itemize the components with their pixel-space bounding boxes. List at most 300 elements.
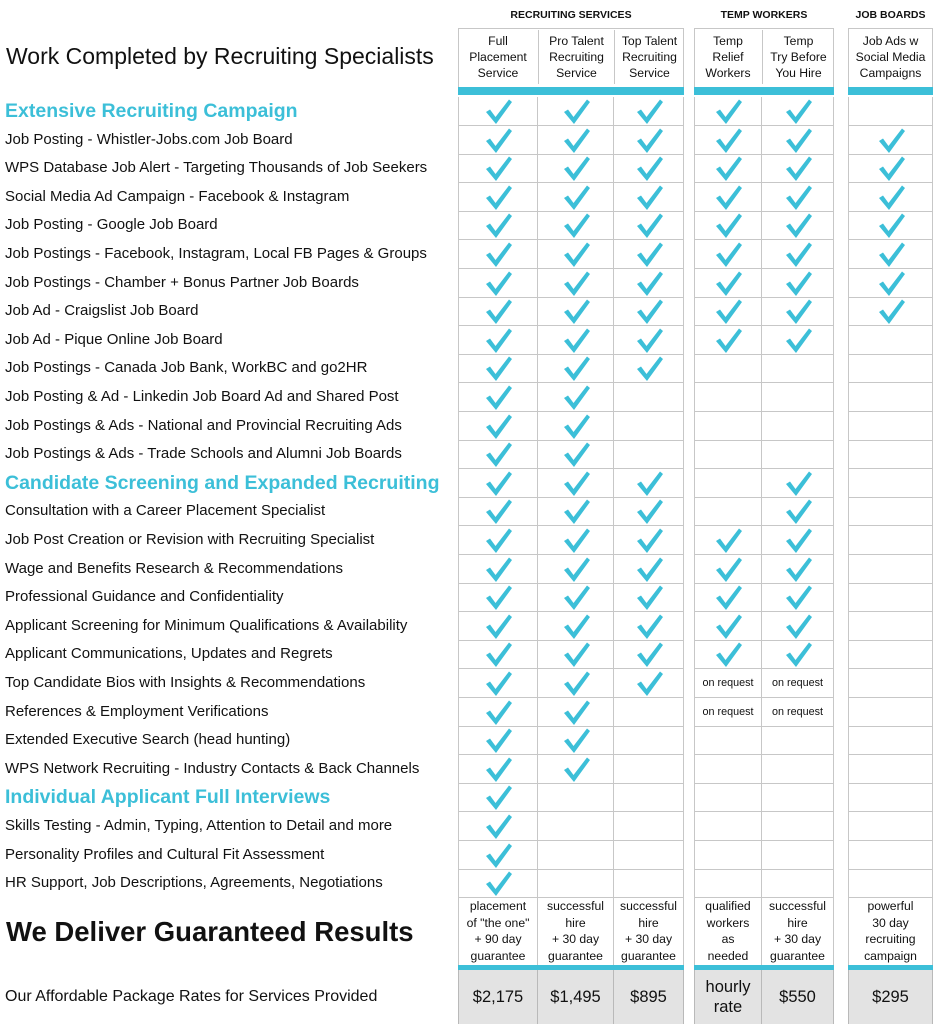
feature-label: WPS Network Recruiting - Industry Contacts & Back Channels <box>5 759 420 777</box>
section-heading: Candidate Screening and Expanded Recruiting <box>5 471 440 494</box>
price-value: $295 <box>872 988 909 1006</box>
check-icon <box>483 440 513 468</box>
check-icon <box>483 726 513 754</box>
feature-cell <box>848 240 933 269</box>
feature-cell <box>848 812 933 841</box>
check-icon <box>561 412 591 440</box>
check-icon <box>876 297 906 325</box>
check-icon <box>483 526 513 554</box>
result-text: successful hire + 30 day guarantee <box>547 899 604 963</box>
check-icon <box>561 211 591 239</box>
feature-cell <box>458 297 538 326</box>
check-icon <box>876 269 906 297</box>
check-icon <box>561 583 591 611</box>
feature-cell <box>614 612 684 641</box>
feature-cell <box>458 154 538 183</box>
feature-cell <box>694 526 762 555</box>
feature-cell <box>694 183 762 212</box>
feature-cell <box>458 240 538 269</box>
feature-cell <box>694 297 762 326</box>
check-icon <box>783 297 813 325</box>
feature-cell <box>538 841 614 870</box>
feature-label: Applicant Screening for Minimum Qualifications & Availability <box>5 616 408 634</box>
check-icon <box>783 526 813 554</box>
feature-cell <box>458 755 538 784</box>
feature-cell <box>538 555 614 584</box>
feature-cell <box>848 841 933 870</box>
check-icon <box>561 497 591 525</box>
result-cell <box>458 897 538 965</box>
feature-cell <box>762 412 834 441</box>
feature-cell <box>762 583 834 612</box>
check-icon <box>561 555 591 583</box>
feature-cell <box>848 297 933 326</box>
check-icon <box>876 183 906 211</box>
check-icon <box>634 354 664 382</box>
feature-cell <box>458 354 538 383</box>
feature-label: Skills Testing - Admin, Typing, Attention to Detail and more <box>5 817 393 834</box>
column-header-label: Temp Relief Workers <box>705 34 751 80</box>
feature-cell <box>538 612 614 641</box>
check-icon <box>634 326 664 354</box>
feature-cell <box>538 497 614 526</box>
check-icon <box>561 726 591 754</box>
feature-cell <box>538 126 614 155</box>
feature-cell <box>694 240 762 269</box>
feature-cell <box>848 783 933 812</box>
check-icon <box>561 297 591 325</box>
check-icon <box>634 211 664 239</box>
feature-cell <box>762 440 834 469</box>
feature-cell <box>762 755 834 784</box>
column-header <box>848 30 933 84</box>
price-value: $1,495 <box>550 988 601 1006</box>
feature-cell <box>762 354 834 383</box>
feature-cell <box>762 240 834 269</box>
feature-cell <box>458 698 538 727</box>
feature-cell <box>458 583 538 612</box>
check-icon <box>783 497 813 525</box>
feature-cell <box>458 326 538 355</box>
check-icon <box>483 97 513 125</box>
feature-label: Job Postings - Facebook, Instagram, Local FB Pages & Groups <box>5 245 427 262</box>
check-icon <box>713 240 743 268</box>
price-cell <box>614 970 684 1024</box>
check-icon <box>483 497 513 525</box>
check-icon <box>713 326 743 354</box>
check-icon <box>783 269 813 297</box>
price-value: $2,175 <box>472 988 524 1006</box>
feature-cell <box>694 211 762 240</box>
feature-cell <box>762 783 834 812</box>
check-icon <box>876 211 906 239</box>
feature-cell <box>762 640 834 669</box>
feature-cell <box>762 526 834 555</box>
check-icon <box>483 612 513 640</box>
feature-label: Job Postings & Ads - National and Provincial Recruiting Ads <box>5 416 402 434</box>
feature-label: Job Postings - Chamber + Bonus Partner Job Boards <box>5 273 359 291</box>
feature-cell <box>614 269 684 298</box>
check-icon <box>783 583 813 611</box>
check-icon <box>483 698 513 726</box>
feature-cell <box>614 154 684 183</box>
check-icon <box>783 240 813 268</box>
section-heading: Individual Applicant Full Interviews <box>5 786 331 809</box>
feature-cell <box>614 297 684 326</box>
check-icon <box>483 841 513 869</box>
feature-cell <box>538 297 614 326</box>
feature-cell <box>762 183 834 212</box>
feature-cell <box>458 183 538 212</box>
column-group-label: JOB BOARDS <box>855 9 926 21</box>
feature-cell <box>694 783 762 812</box>
feature-cell <box>614 183 684 212</box>
feature-cell <box>848 154 933 183</box>
check-icon <box>783 97 813 125</box>
check-icon <box>634 269 664 297</box>
result-text: qualified workers as needed <box>705 899 751 963</box>
result-text: powerful 30 day recruiting campaign <box>864 899 917 963</box>
column-header-label: Pro Talent Recruiting Service <box>549 34 604 80</box>
feature-cell <box>614 469 684 498</box>
check-icon <box>713 154 743 182</box>
feature-cell <box>458 440 538 469</box>
check-icon <box>634 583 664 611</box>
feature-cell <box>614 240 684 269</box>
check-icon <box>483 869 513 897</box>
check-icon <box>634 183 664 211</box>
result-cell <box>762 897 834 965</box>
column-header <box>458 30 538 84</box>
feature-cell <box>694 555 762 584</box>
feature-cell <box>614 440 684 469</box>
feature-cell <box>614 869 684 898</box>
feature-cell <box>694 412 762 441</box>
feature-label: Job Postings & Ads - Trade Schools and Alumni Job Boards <box>5 445 402 463</box>
feature-cell <box>458 726 538 755</box>
check-icon <box>483 183 513 211</box>
feature-label: Job Ad - Craigslist Job Board <box>5 302 199 320</box>
feature-cell <box>538 526 614 555</box>
check-icon <box>483 354 513 382</box>
price-cell <box>694 970 762 1024</box>
feature-cell <box>694 841 762 870</box>
check-icon <box>713 555 743 583</box>
feature-cell <box>614 555 684 584</box>
result-cell <box>538 897 614 965</box>
price-value: $550 <box>779 988 816 1006</box>
column-header-label: Top Talent Recruiting Service <box>621 34 678 80</box>
check-icon <box>634 526 664 554</box>
feature-cell <box>538 440 614 469</box>
feature-cell <box>614 412 684 441</box>
feature-cell <box>762 297 834 326</box>
check-icon <box>561 354 591 382</box>
feature-cell <box>458 211 538 240</box>
check-icon <box>876 154 906 182</box>
column-group-label: TEMP WORKERS <box>720 9 808 21</box>
feature-cell <box>458 612 538 641</box>
feature-label: Job Posting - Whistler-Jobs.com Job Board <box>5 130 293 148</box>
feature-cell <box>694 669 762 698</box>
feature-cell <box>848 126 933 155</box>
feature-cell <box>762 841 834 870</box>
column-header <box>694 30 762 84</box>
feature-cell <box>848 583 933 612</box>
check-icon <box>783 211 813 239</box>
feature-cell <box>762 469 834 498</box>
feature-cell <box>614 97 684 126</box>
check-icon <box>783 640 813 668</box>
check-icon <box>483 783 513 811</box>
on-request-note: on request <box>771 677 824 690</box>
check-icon <box>561 612 591 640</box>
feature-cell <box>614 383 684 412</box>
feature-cell <box>848 555 933 584</box>
feature-cell <box>762 97 834 126</box>
feature-cell <box>694 326 762 355</box>
header-accent-bar <box>458 87 684 95</box>
column-header-label: Temp Try Before You Hire <box>770 34 827 80</box>
check-icon <box>876 126 906 154</box>
feature-cell <box>762 269 834 298</box>
feature-cell <box>762 555 834 584</box>
feature-label: Job Posting - Google Job Board <box>5 216 218 234</box>
feature-cell <box>458 97 538 126</box>
feature-label: Applicant Communications, Updates and Regrets <box>5 645 333 663</box>
feature-cell <box>848 97 933 126</box>
feature-label: References & Employment Verifications <box>5 702 269 720</box>
check-icon <box>713 269 743 297</box>
feature-cell <box>458 783 538 812</box>
feature-cell <box>848 526 933 555</box>
feature-cell <box>538 583 614 612</box>
check-icon <box>483 412 513 440</box>
check-icon <box>713 126 743 154</box>
feature-cell <box>458 269 538 298</box>
feature-cell <box>614 354 684 383</box>
feature-cell <box>762 612 834 641</box>
feature-cell <box>614 126 684 155</box>
check-icon <box>634 240 664 268</box>
feature-cell <box>614 583 684 612</box>
feature-cell <box>694 640 762 669</box>
feature-cell <box>694 497 762 526</box>
feature-label: HR Support, Job Descriptions, Agreements, Negotiations <box>5 874 383 892</box>
feature-cell <box>538 269 614 298</box>
check-icon <box>713 211 743 239</box>
feature-cell <box>848 354 933 383</box>
feature-cell <box>458 669 538 698</box>
check-icon <box>783 154 813 182</box>
on-request-note: on request <box>702 677 754 690</box>
feature-cell <box>538 97 614 126</box>
feature-cell <box>538 211 614 240</box>
feature-cell <box>458 841 538 870</box>
feature-cell <box>848 440 933 469</box>
check-icon <box>561 698 591 726</box>
feature-cell <box>694 440 762 469</box>
check-icon <box>713 583 743 611</box>
on-request-note: on request <box>771 705 824 718</box>
feature-cell <box>614 497 684 526</box>
feature-cell <box>614 640 684 669</box>
feature-cell <box>694 812 762 841</box>
check-icon <box>561 526 591 554</box>
feature-cell <box>614 698 684 727</box>
check-icon <box>561 183 591 211</box>
feature-label: Personality Profiles and Cultural Fit Assessment <box>5 845 325 863</box>
feature-cell <box>538 469 614 498</box>
feature-cell <box>762 154 834 183</box>
page-title: Work Completed by Recruiting Specialists <box>6 43 434 69</box>
column-header <box>538 30 614 84</box>
result-text: successful hire + 30 day guarantee <box>769 899 826 963</box>
feature-cell <box>458 469 538 498</box>
feature-cell <box>614 526 684 555</box>
feature-cell <box>538 812 614 841</box>
feature-cell <box>848 412 933 441</box>
check-icon <box>783 183 813 211</box>
check-icon <box>783 469 813 497</box>
feature-cell <box>848 755 933 784</box>
feature-cell <box>458 869 538 898</box>
rates-label: Our Affordable Package Rates for Services Provided <box>5 988 378 1005</box>
price-value: hourly rate <box>705 978 751 1016</box>
on-request-note: on request <box>702 705 754 718</box>
feature-cell <box>538 698 614 727</box>
feature-cell <box>538 669 614 698</box>
check-icon <box>561 383 591 411</box>
feature-cell <box>614 812 684 841</box>
feature-cell <box>614 841 684 870</box>
check-icon <box>561 154 591 182</box>
feature-cell <box>694 269 762 298</box>
feature-cell <box>458 412 538 441</box>
feature-cell <box>458 640 538 669</box>
feature-cell <box>694 97 762 126</box>
column-header <box>614 30 684 84</box>
feature-cell <box>694 869 762 898</box>
feature-cell <box>614 326 684 355</box>
feature-cell <box>614 669 684 698</box>
check-icon <box>561 326 591 354</box>
check-icon <box>561 126 591 154</box>
feature-cell <box>848 669 933 698</box>
check-icon <box>483 669 513 697</box>
check-icon <box>713 526 743 554</box>
result-text: placement of "the one" + 90 day guarantee <box>466 899 530 963</box>
check-icon <box>634 154 664 182</box>
section-heading: Extensive Recruiting Campaign <box>5 100 298 122</box>
result-cell <box>694 897 762 965</box>
check-icon <box>561 640 591 668</box>
check-icon <box>634 126 664 154</box>
feature-cell <box>458 497 538 526</box>
price-cell <box>762 970 834 1024</box>
feature-cell <box>538 640 614 669</box>
result-text: successful hire + 30 day guarantee <box>620 899 677 963</box>
feature-cell <box>694 698 762 727</box>
check-icon <box>876 240 906 268</box>
feature-label: WPS Database Job Alert - Targeting Thousands of Job Seekers <box>5 159 428 177</box>
deliver-heading: We Deliver Guaranteed Results <box>6 916 414 947</box>
feature-cell <box>614 726 684 755</box>
feature-cell <box>848 869 933 898</box>
feature-label: Job Postings - Canada Job Bank, WorkBC and go2HR <box>5 359 368 377</box>
feature-cell <box>538 354 614 383</box>
feature-cell <box>848 469 933 498</box>
check-icon <box>783 555 813 583</box>
feature-cell <box>458 812 538 841</box>
feature-cell <box>762 211 834 240</box>
feature-cell <box>848 183 933 212</box>
check-icon <box>634 612 664 640</box>
check-icon <box>634 555 664 583</box>
feature-cell <box>762 126 834 155</box>
feature-cell <box>458 383 538 412</box>
feature-cell <box>694 726 762 755</box>
header-accent-bar <box>848 87 933 95</box>
column-group-label: RECRUITING SERVICES <box>510 9 632 21</box>
feature-cell <box>614 755 684 784</box>
feature-cell <box>538 183 614 212</box>
feature-label: Top Candidate Bios with Insights & Recommendations <box>5 674 366 691</box>
check-icon <box>713 183 743 211</box>
feature-cell <box>614 783 684 812</box>
check-icon <box>483 555 513 583</box>
check-icon <box>634 97 664 125</box>
feature-cell <box>538 240 614 269</box>
check-icon <box>561 440 591 468</box>
feature-cell <box>848 726 933 755</box>
column-header-label: Job Ads w Social Media Campaigns <box>855 34 926 80</box>
feature-cell <box>694 583 762 612</box>
feature-cell <box>538 412 614 441</box>
result-cell <box>614 897 684 965</box>
feature-cell <box>762 869 834 898</box>
feature-cell <box>848 640 933 669</box>
check-icon <box>561 669 591 697</box>
check-icon <box>483 812 513 840</box>
check-icon <box>783 326 813 354</box>
result-cell <box>848 897 933 965</box>
check-icon <box>634 469 664 497</box>
check-icon <box>483 126 513 154</box>
feature-cell <box>762 383 834 412</box>
check-icon <box>483 211 513 239</box>
column-header-label: Full Placement Service <box>469 34 527 80</box>
feature-label: Extended Executive Search (head hunting) <box>5 731 291 749</box>
feature-cell <box>538 755 614 784</box>
check-icon <box>483 755 513 783</box>
feature-cell <box>458 526 538 555</box>
feature-cell <box>694 354 762 383</box>
feature-cell <box>762 812 834 841</box>
check-icon <box>561 469 591 497</box>
feature-cell <box>848 698 933 727</box>
check-icon <box>561 269 591 297</box>
feature-cell <box>848 211 933 240</box>
check-icon <box>634 497 664 525</box>
feature-label: Consultation with a Career Placement Specialist <box>5 502 326 520</box>
header-accent-bar <box>694 87 834 95</box>
feature-cell <box>538 869 614 898</box>
check-icon <box>483 640 513 668</box>
check-icon <box>483 326 513 354</box>
check-icon <box>483 240 513 268</box>
check-icon <box>483 383 513 411</box>
